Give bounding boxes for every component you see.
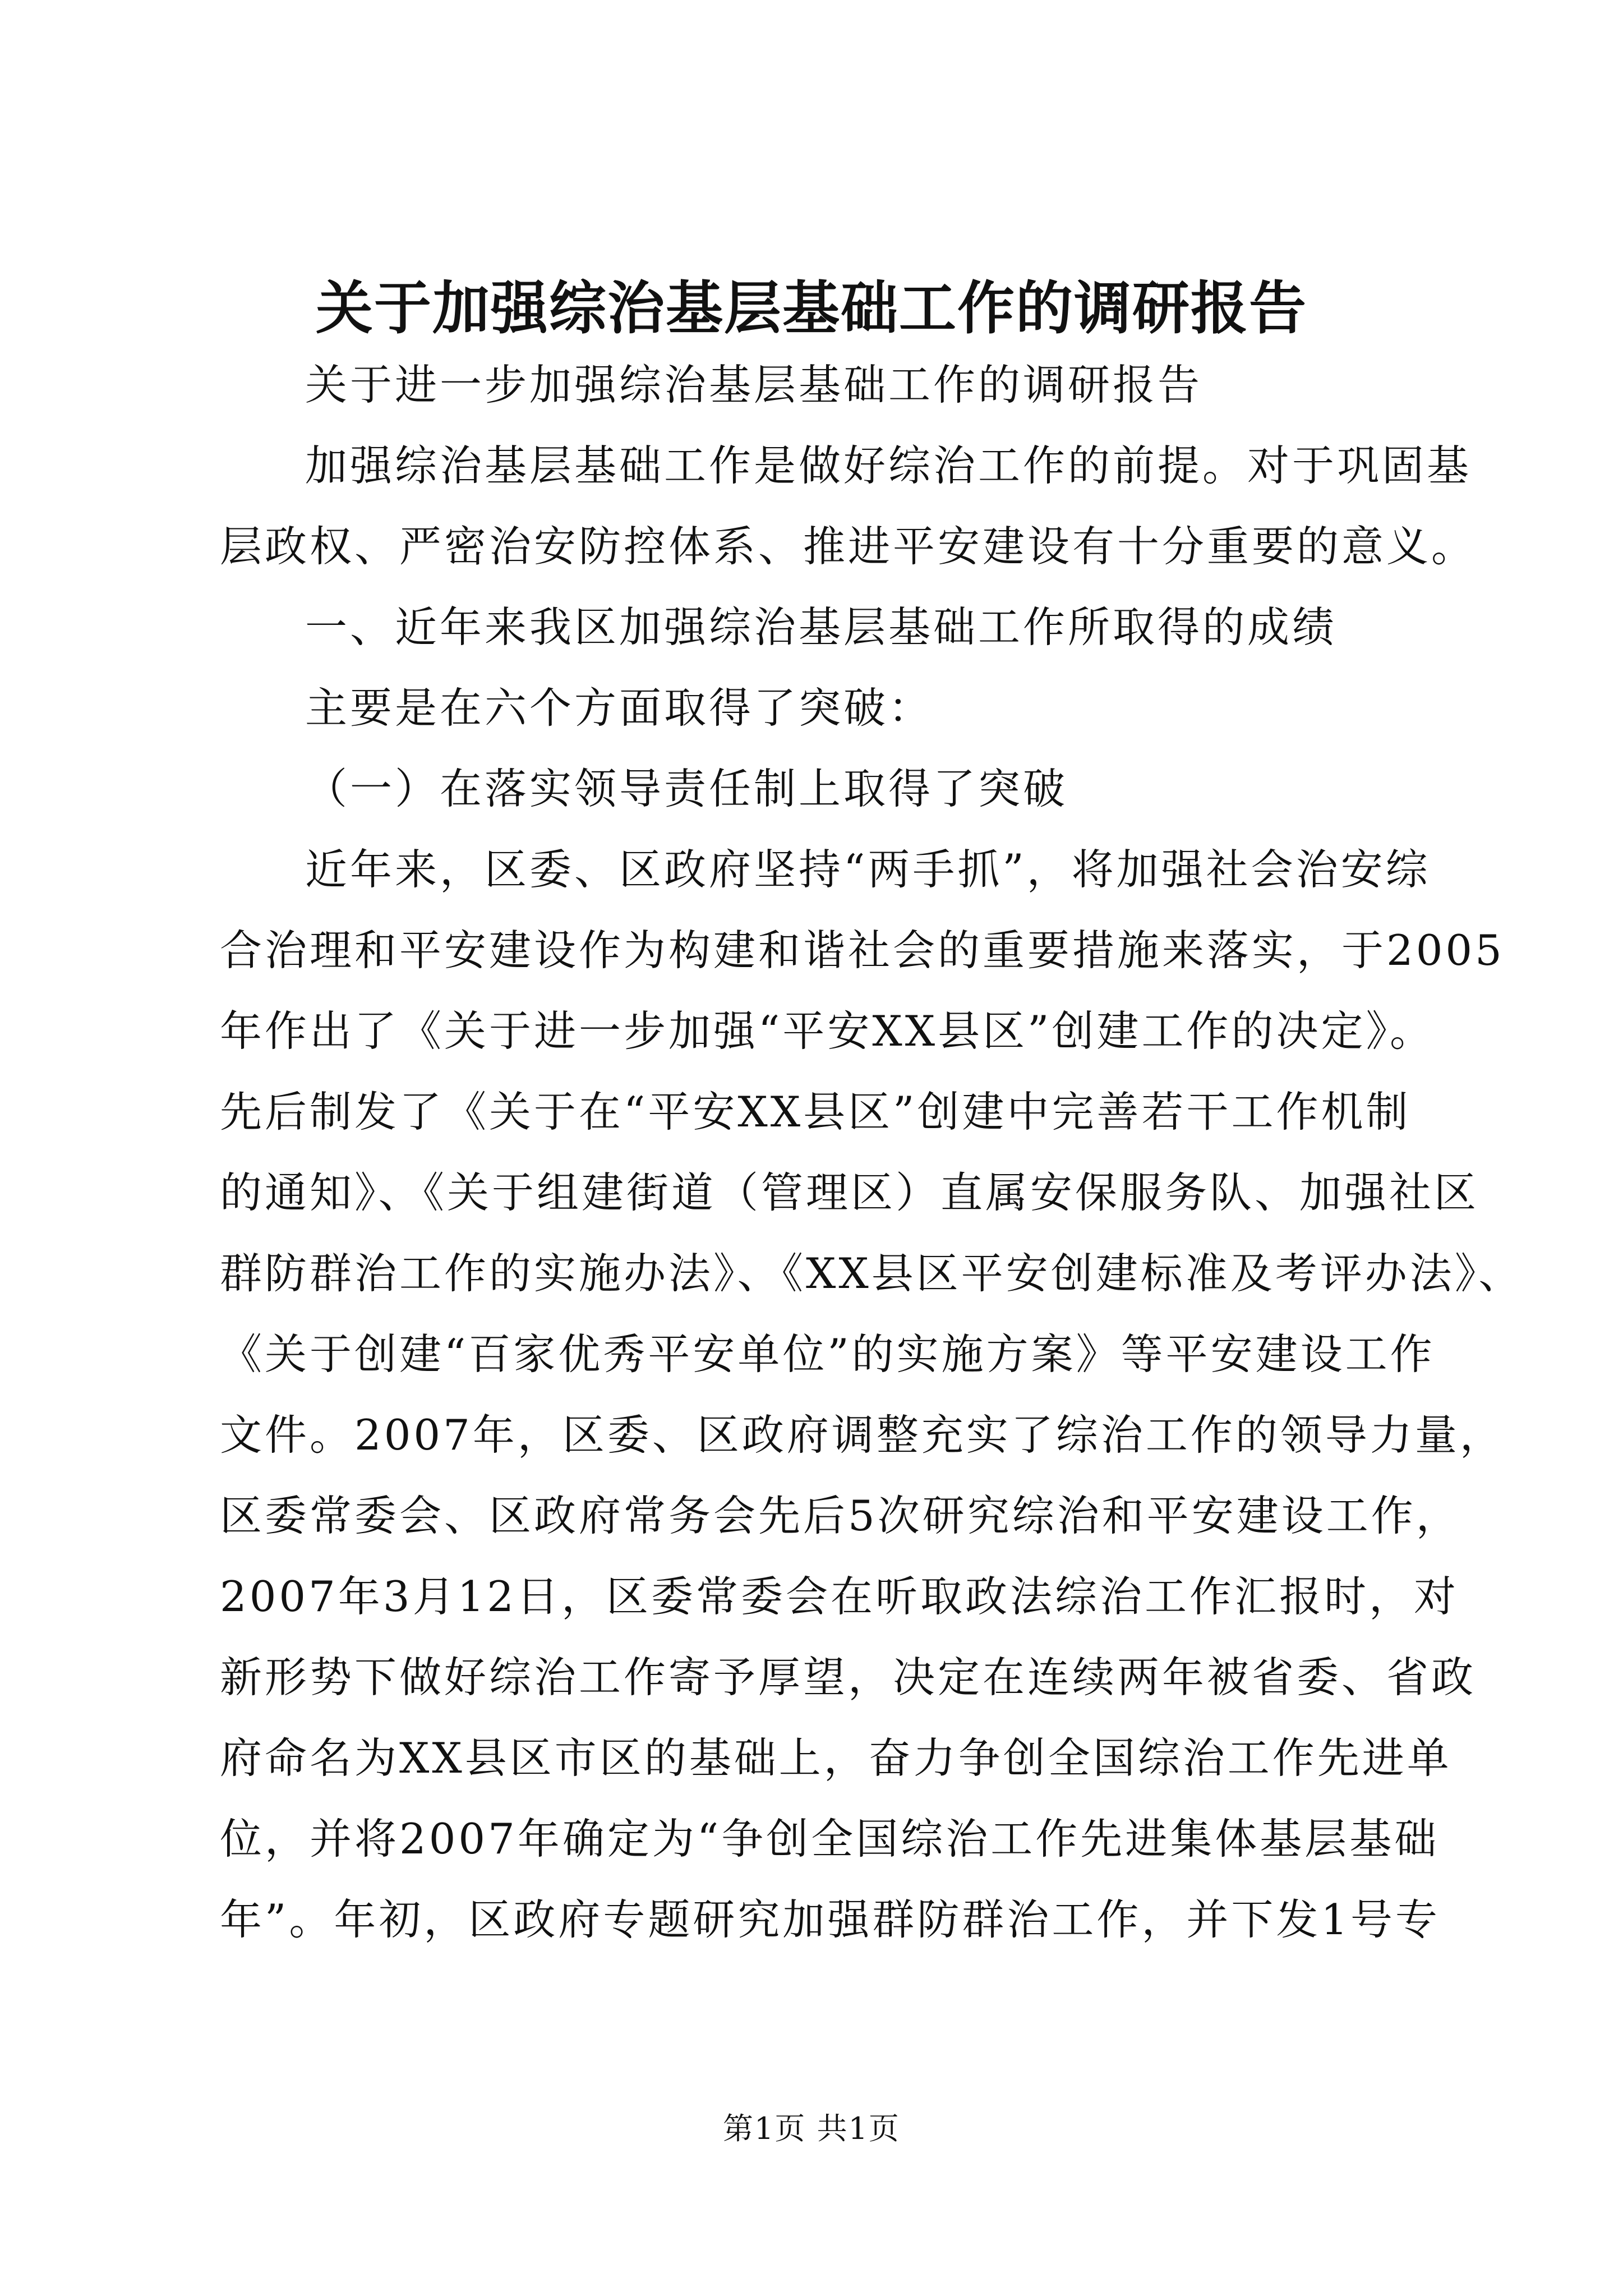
body-line: 先后制发了《关于在“平安XX县区”创建中完善若干工作机制 [220, 1087, 1411, 1137]
body-line: 文件。2007年，区委、区政府调整充实了综治工作的领导力量， [220, 1410, 1505, 1460]
body-line: 年作出了《关于进一步加强“平安XX县区”创建工作的决定》。 [220, 1006, 1435, 1056]
body-line: 加强综治基层基础工作是做好综治工作的前提。对于巩固基 [305, 441, 1472, 490]
body-line: 关于进一步加强综治基层基础工作的调研报告 [305, 360, 1203, 409]
page-number-footer: 第1页 共1页 [723, 2111, 900, 2146]
document-title: 关于加强综治基层基础工作的调研报告 [316, 275, 1307, 342]
body-line: 层政权、严密治安防控体系、推进平安建设有十分重要的意义。 [220, 522, 1477, 571]
body-line: 府命名为XX县区市区的基础上，奋力争创全国综治工作先进单 [220, 1733, 1452, 1783]
body-line: 位，并将2007年确定为“争创全国综治工作先进集体基层基础 [220, 1814, 1440, 1864]
body-line: 年”。年初，区政府专题研究加强群防群治工作，并下发1号专 [220, 1895, 1441, 1944]
document-body [220, 344, 1524, 1960]
body-line: 主要是在六个方面取得了突破： [305, 683, 934, 733]
body-line: 近年来，区委、区政府坚持“两手抓”，将加强社会治安综 [305, 845, 1431, 894]
body-line: 新形势下做好综治工作寄予厚望，决定在连续两年被省委、省政 [220, 1653, 1477, 1702]
body-line: 《关于创建“百家优秀平安单位”的实施方案》等平安建设工作 [220, 1329, 1435, 1379]
body-line: 的通知》、《关于组建街道（管理区）直属安保服务队、加强社区 [220, 1168, 1479, 1217]
body-line: 合治理和平安建设作为构建和谐社会的重要措施来落实，于2005 [220, 926, 1505, 975]
body-line: 区委常委会、区政府常务会先后5次研究综治和平安建设工作， [220, 1491, 1461, 1540]
body-line: 2007年3月12日，区委常委会在听取政法综治工作汇报时，对 [220, 1572, 1459, 1621]
body-line: 群防群治工作的实施办法》、《XX县区平安创建标准及考评办法》、 [220, 1249, 1524, 1298]
body-line: 一、近年来我区加强综治基层基础工作所取得的成绩 [305, 602, 1338, 652]
body-line: （一）在落实领导责任制上取得了突破 [305, 764, 1068, 813]
